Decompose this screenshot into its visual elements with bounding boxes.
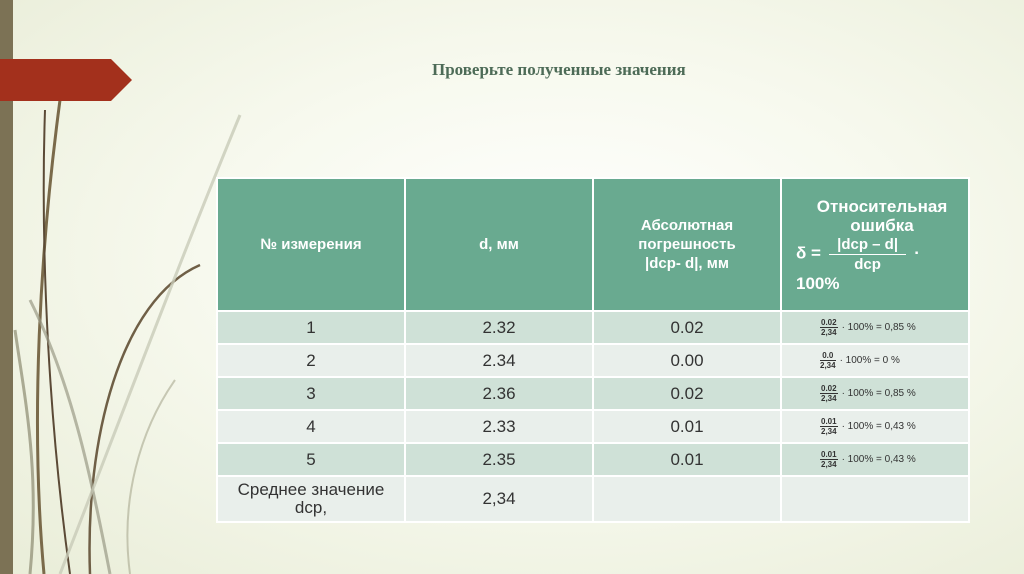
cell-abs: 0.02	[593, 311, 781, 344]
header-rel-numerator: |dср – d|	[829, 235, 906, 255]
rel-fraction	[820, 318, 838, 337]
measurements-table	[216, 177, 970, 523]
cell-abs: 0.02	[593, 377, 781, 410]
cell-d: 2.36	[405, 377, 593, 410]
header-rel-delta: δ =	[796, 242, 821, 262]
rel-result: · 100% = 0,43 %	[841, 454, 916, 465]
cell-abs: 0.01	[593, 443, 781, 476]
rel-numerator: 0.0	[820, 351, 836, 361]
cell-num: 3	[217, 377, 405, 410]
table-row	[217, 443, 969, 476]
cell-num: 4	[217, 410, 405, 443]
header-abs-line1: Абсолютная	[640, 217, 734, 234]
cell-num: 1	[217, 311, 405, 344]
cell-abs: 0.00	[593, 344, 781, 377]
header-d: d, мм	[405, 178, 593, 311]
rel-denominator: 2,34	[821, 427, 837, 436]
header-abs-line3: |dср- d|, мм	[645, 255, 729, 272]
header-rel-percent: 100%	[796, 273, 840, 293]
cell-d: 2.34	[405, 344, 593, 377]
header-rel-line2: ошибка	[850, 215, 914, 235]
header-rel-fraction	[829, 235, 906, 274]
cell-num: 2	[217, 344, 405, 377]
rel-numerator: 0.01	[821, 450, 837, 459]
table-row-mean	[217, 476, 969, 522]
header-rel-formula	[796, 235, 968, 274]
cell-d: 2.35	[405, 443, 593, 476]
cell-rel	[781, 344, 969, 377]
cell-num: 5	[217, 443, 405, 476]
table-row	[217, 377, 969, 410]
rel-result: · 100% = 0,85 %	[841, 322, 916, 333]
cell-empty	[781, 476, 969, 522]
slide-title: Проверьте полученные значения	[432, 60, 686, 79]
rel-denominator: 2,34	[820, 361, 836, 370]
header-num: № измерения	[217, 178, 405, 311]
table-row	[217, 344, 969, 377]
mean-label-line2: dср,	[294, 498, 328, 517]
header-abs-line2: погрешность	[638, 236, 736, 253]
rel-fraction	[820, 384, 838, 403]
cell-d: 2.32	[405, 311, 593, 344]
cell-rel	[781, 410, 969, 443]
rel-numerator: 0.02	[821, 318, 837, 327]
header-rel-line1: Относительная	[816, 196, 948, 216]
rel-result: · 100% = 0,85 %	[841, 388, 916, 399]
rel-result: · 100% = 0 %	[839, 355, 900, 366]
table-row	[217, 311, 969, 344]
cell-d: 2.33	[405, 410, 593, 443]
header-rel-dot: ·	[914, 242, 920, 262]
cell-rel	[781, 443, 969, 476]
rel-fraction	[820, 351, 836, 370]
table-row	[217, 410, 969, 443]
rel-result: · 100% = 0,43 %	[841, 421, 916, 432]
header-abs-error	[593, 178, 781, 311]
header-rel-error	[781, 178, 969, 311]
cell-mean-value: 2,34	[405, 476, 593, 522]
red-arrow-tab	[0, 59, 132, 101]
cell-abs: 0.01	[593, 410, 781, 443]
cell-mean-label	[217, 476, 405, 522]
mean-label-line1: Среднее значение	[237, 480, 385, 499]
rel-denominator: 2,34	[821, 460, 837, 469]
rel-denominator: 2,34	[821, 328, 837, 337]
cell-rel	[781, 377, 969, 410]
cell-empty	[593, 476, 781, 522]
header-rel-denominator: dср	[854, 255, 881, 273]
rel-denominator: 2,34	[821, 394, 837, 403]
rel-numerator: 0.01	[821, 417, 837, 426]
rel-fraction	[820, 417, 838, 436]
rel-fraction	[820, 450, 838, 469]
table-header-row	[217, 178, 969, 311]
rel-numerator: 0.02	[821, 384, 837, 393]
cell-rel	[781, 311, 969, 344]
